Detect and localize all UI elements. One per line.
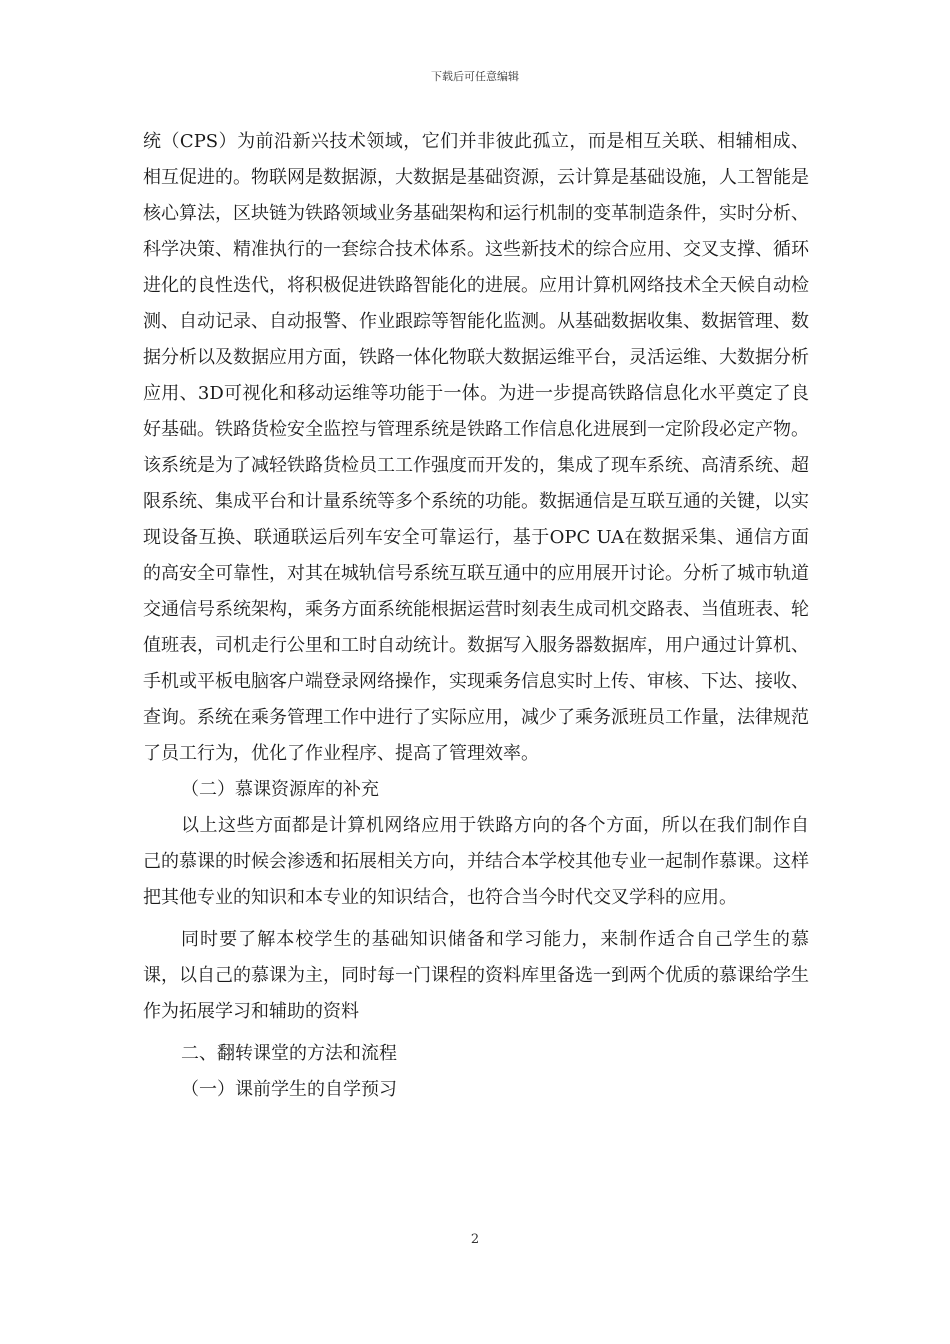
page-header: 下载后可任意编辑 [431,70,519,83]
section-heading-mooc-supplement: （二）慕课资源库的补充 [181,779,379,800]
section-heading-pre-class-study: （一）课前学生的自学预习 [181,1079,397,1100]
page-number: 2 [470,1232,480,1247]
section-heading-flipped-classroom: 二、翻转课堂的方法和流程 [181,1043,397,1064]
paragraph-cps-tech: 统（CPS）为前沿新兴技术领域，它们并非彼此孤立，而是相互关联、相辅相成、相互促进的。物联网是数据源，大数据是基础资源，云计算是基础设施，人工智能是核心算法，区块链为铁路领域业务基础架构和运行机制的变革制造条件，实时分析、科学决策、精准执行的一套综合技术体系。这些新技术的综合应用、交叉支撑、循环进化的良性迭代，将积极促进铁路智能化的进展。应用计算机网络技术全天候自动检测、自动记录、自动报警、作业跟踪等智能化监测。从基础数据收集、数据管理、数据分析以及数据应用方面，铁路一体化物联大数据运维平台，灵活运维、大数据分析应用、3D可视化和移动运维等功能于一体。为进一步提高铁路信息化水平奠定了良好基础。铁路货检安全监控与管理系统是铁路工作信息化进展到一定阶段必定产物。该系统是为了减轻铁路货检员工工作强度而开发的，集成了现车系统、高清系统、超限系统、集成平台和计量系统等多个系统的功能。数据通信是互联互通的关键，以实现设备互换、联通联运后列车安全可靠运行，基于OPC UA在数据采集、通信方面的高安全可靠性，对其在城轨信号系统互联互通中的应用展开讨论。分析了城市轨道交通信号系统架构，乘务方面系统能根据运营时刻表生成司机交路表、当值班表、轮值班表，司机走行公里和工时自动统计。数据写入服务器数据库，用户通过计算机、手机或平板电脑客户端登录网络操作，实现乘务信息实时上传、审核、下达、接收、查询。系统在乘务管理工作中进行了实际应用，减少了乘务派班员工作量，法律规范了员工行为，优化了作业程序、提高了管理效率。 [143,131,809,764]
paragraph-mooc-students: 同时要了解本校学生的基础知识储备和学习能力，来制作适合自己学生的慕课，以自己的慕课为主，同时每一门课程的资料库里备选一到两个优质的慕课给学生作为拓展学习和辅助的资料 [143,929,809,1022]
paragraph-mooc-railway: 以上这些方面都是计算机网络应用于铁路方向的各个方面，所以在我们制作自己的慕课的时候会渗透和拓展相关方向，并结合本学校其他专业一起制作慕课。这样把其他专业的知识和本专业的知识结合，也符合当今时代交叉学科的应用。 [143,815,809,908]
document-body [143,124,809,1108]
